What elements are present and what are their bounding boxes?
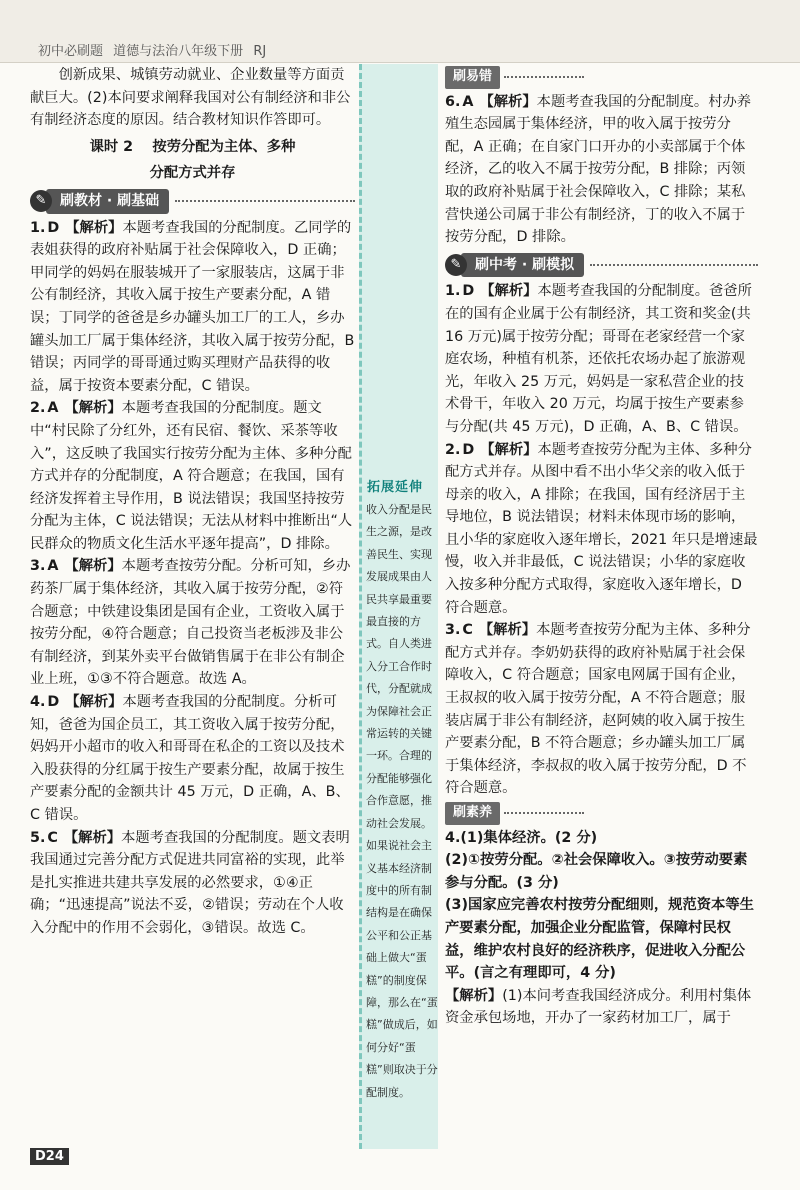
lesson-title-line2: 分配方式并存 (149, 165, 236, 182)
intro-paragraph: 创新成果、城镇劳动就业、企业数量等方面贡献巨大。(2)本问要求阐释我国对公有制经济和非公有制经济态度的原因。结合教材知识作答即可。 (30, 67, 351, 129)
section-header-exam (445, 253, 758, 278)
tag-label: 刷易错 (445, 66, 500, 89)
answer-part-2: (2)①按劳分配。②社会保障收入。③按劳动要素参与分配。(3 分) (445, 852, 748, 891)
left-column (30, 64, 355, 940)
tag-label: 刷素养 (445, 802, 500, 825)
lesson-title-line1: 课时 2 按劳分配为主体、多种 (89, 138, 296, 155)
pen-icon: ✎ (30, 190, 52, 212)
page-number: D24 (30, 1148, 69, 1165)
right-column (445, 64, 758, 1030)
sidebar-title: 拓展延伸 (367, 480, 424, 495)
section-header-textbook (30, 189, 355, 214)
series-name: 初中必刷题 (38, 44, 104, 59)
answer-part-1: 4.(1)集体经济。(2 分) (445, 829, 598, 846)
edition-label: RJ (253, 44, 267, 59)
question-item: 2. D 【解析】本题考查按劳分配为主体、多种分配方式并存。从图中看不出小华父亲的收入低于母亲的收入，A 排除；在我国，国有经济居于主导地位，B 说法错误；材料未体现市场的影响，且小华的家庭收入逐年增长，2021 年只是增速最慢，收入并非最低，C 说法错误；小华的家庭收入按多种分配方式取得，家庭收入逐年增长，D 符合题意。 (445, 441, 758, 616)
book-title: 道德与法治八年级下册 (113, 44, 244, 59)
question-item: 2. A 【解析】本题考查我国的分配制度。题文中“村民除了分红外，还有民宿、餐饮、采茶等收入”，这反映了我国实行按劳分配为主体、多种分配方式并存的分配制度，A 符合题意；在我国，国有经济发挥着主导作用，B 说法错误；我国坚持按劳分配为主体，C 说法错误；无法从材料中推断出“人民群众的物质文化生活水平逐年提高”，D 排除。 (30, 400, 353, 552)
question-item: 1. D 【解析】本题考查我国的分配制度。乙同学的表姐获得的政府补贴属于社会保障收入，D 正确；甲同学的妈妈在服装城开了一家服装店，这属于非公有制经济，其收入属于按生产要素分配，A 错误；丁同学的爸爸是乡办罐头加工厂的工人，乡办罐头加工厂属于集体经济，其收入属于按劳分配，B 错误；丙同学的哥哥通过购买理财产品获得的收益，属于按资本要素分配，C 错误。 (30, 219, 355, 394)
page-header (0, 0, 800, 63)
tag-easy-mistakes (445, 66, 758, 89)
section-label: 刷教材 · 刷基础 (46, 189, 169, 214)
analysis-text: 【解析】(1)本问考查我国经济成分。利用村集体资金承包场地，开办了一家药材加工厂，属于 (445, 987, 752, 1027)
pen-icon: ✎ (445, 254, 467, 276)
question-item: 5. C 【解析】本题考查我国的分配制度。题文表明我国通过完善分配方式促进共同富裕的实现，此举是扎实推进共建共享发展的必然要求，①④正确；“迅速提高”说法不妥，②错误；劳动在个人收入分配中的作用不会弱化，③错误。故选 C。 (30, 829, 350, 936)
dotted-divider (590, 264, 758, 266)
tag-quality (445, 802, 758, 825)
dotted-divider (504, 812, 584, 814)
answer-part-3: (3)国家应完善农村按劳分配细则，规范资本等生产要素分配，加强企业分配监管，保障村民权益，维护农村良好的经济秩序，促进收入分配公平。(言之有理即可，4 分) (445, 897, 754, 982)
extension-sidebar (359, 64, 438, 1149)
question-item: 4. D 【解析】本题考查我国的分配制度。分析可知，爸爸为国企员工，其工资收入属于按劳分配，妈妈开小超市的收入和哥哥在私企的工资以及技术入股获得的分红属于按生产要素分配，故属于按生产要素分配的金额共计 45 万元，D 正确，A、B、C 错误。 (30, 694, 350, 823)
dotted-divider (175, 200, 355, 202)
question-item: 3. A 【解析】本题考查按劳分配。分析可知，乡办药茶厂属于集体经济，其收入属于按劳分配，②符合题意；中铁建设集团是国有企业，工资收入属于按劳分配，④符合题意；自己投资当老板涉及非公有制经济，到某外卖平台做销售属于在非公有制企业上班，①③不符合题意。故选 A。 (30, 558, 351, 688)
question-item: 1. D 【解析】本题考查我国的分配制度。爸爸所在的国有企业属于公有制经济，其工资和奖金(共 16 万元)属于按劳分配；哥哥在老家经营一个家庭农场，种植有机茶，还依托农场办起了旅游观光，年收入 25 万元，妈妈是一家私营企业的技术骨干，年收入 20 万元，均属于按生产要素参与分配(共 45 万元)，D 正确，A、B、C 错误。 (445, 283, 752, 435)
sidebar-text: 收入分配是民生之源，是改善民生、实现发展成果由人民共享最重要最直接的方式。自人类进入分工合作时代，分配就成为保障社会正常运转的关键一环。合理的分配能够强化合作意愿，推动社会发展。如果说社会主义基本经济制度中的所有制结构是在确保公平和公正基础上做大“蛋糕”的制度保障，那么在“蛋糕”做成后，如何分好“蛋糕”则取决于分配制度。 (366, 503, 438, 1099)
section-label: 刷中考 · 刷模拟 (461, 253, 584, 278)
question-item: 6. A 【解析】本题考查我国的分配制度。村办养殖生态园属于集体经济，甲的收入属于按劳分配，A 正确；在自家门口开办的小卖部属于个体经济，乙的收入不属于按劳分配，B 排除；丙领取的政府补贴属于社会保障收入，C 排除；某私营快递公司属于非公有制经济，丁的收入不属于按劳分配，D 排除。 (445, 93, 752, 246)
dotted-divider (504, 76, 584, 78)
question-item: 3. C 【解析】本题考查按劳分配为主体、多种分配方式并存。李奶奶获得的政府补贴属于社会保障收入，C 符合题意；国家电网属于国有企业，王叔叔的收入属于按劳分配，A 不符合题意；服装店属于非公有制经济，赵阿姨的收入属于按生产要素分配，B 不符合题意；乡办罐头加工厂属于集体经济，李叔叔的收入属于按劳分配，D 不符合题意。 (445, 622, 751, 797)
header-text (38, 40, 272, 59)
